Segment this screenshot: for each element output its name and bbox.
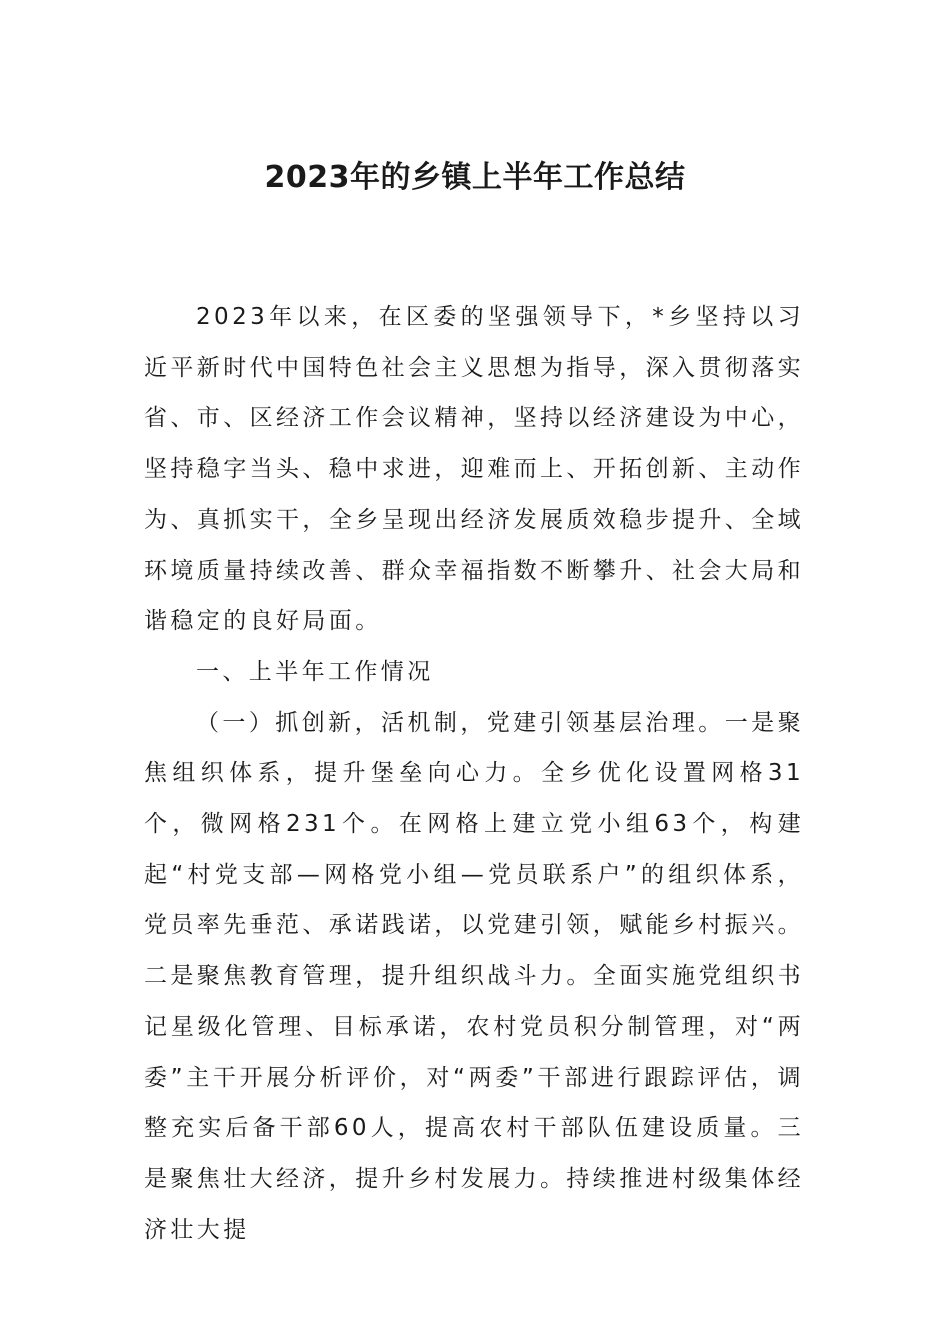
- subsection-paragraph: （一）抓创新，活机制，党建引领基层治理。一是聚焦组织体系，提升堡垒向心力。全乡优化设置网格31个，微网格231个。在网格上建立党小组63个，构建起“村党支部—网格党小组—党员联系户”的组织体系，党员率先垂范、承诺践诺，以党建引领，赋能乡村振兴。二是聚焦教育管理，提升组织战斗力。全面实施党组织书记星级化管理、目标承诺，农村党员积分制管理，对“两委”主干开展分析评价，对“两委”干部进行跟踪评估，调整充实后备干部60人，提高农村干部队伍建设质量。三是聚焦壮大经济，提升乡村发展力。持续推进村级集体经济壮大提: [144, 709, 804, 1243]
- intro-paragraph: 2023年以来，在区委的坚强领导下，*乡坚持以习近平新时代中国特色社会主义思想为指导，深入贯彻落实省、市、区经济工作会议精神，坚持以经济建设为中心，坚持稳字当头、稳中求进，迎难而上、开拓创新、主动作为、真抓实干，全乡呈现出经济发展质效稳步提升、全域环境质量持续改善、群众幸福指数不断攀升、社会大局和谐稳定的良好局面。: [144, 304, 804, 635]
- document-body: [144, 292, 804, 1255]
- section-heading: 一、上半年工作情况: [196, 658, 434, 685]
- document-title: 2023年的乡镇上半年工作总结: [264, 160, 686, 195]
